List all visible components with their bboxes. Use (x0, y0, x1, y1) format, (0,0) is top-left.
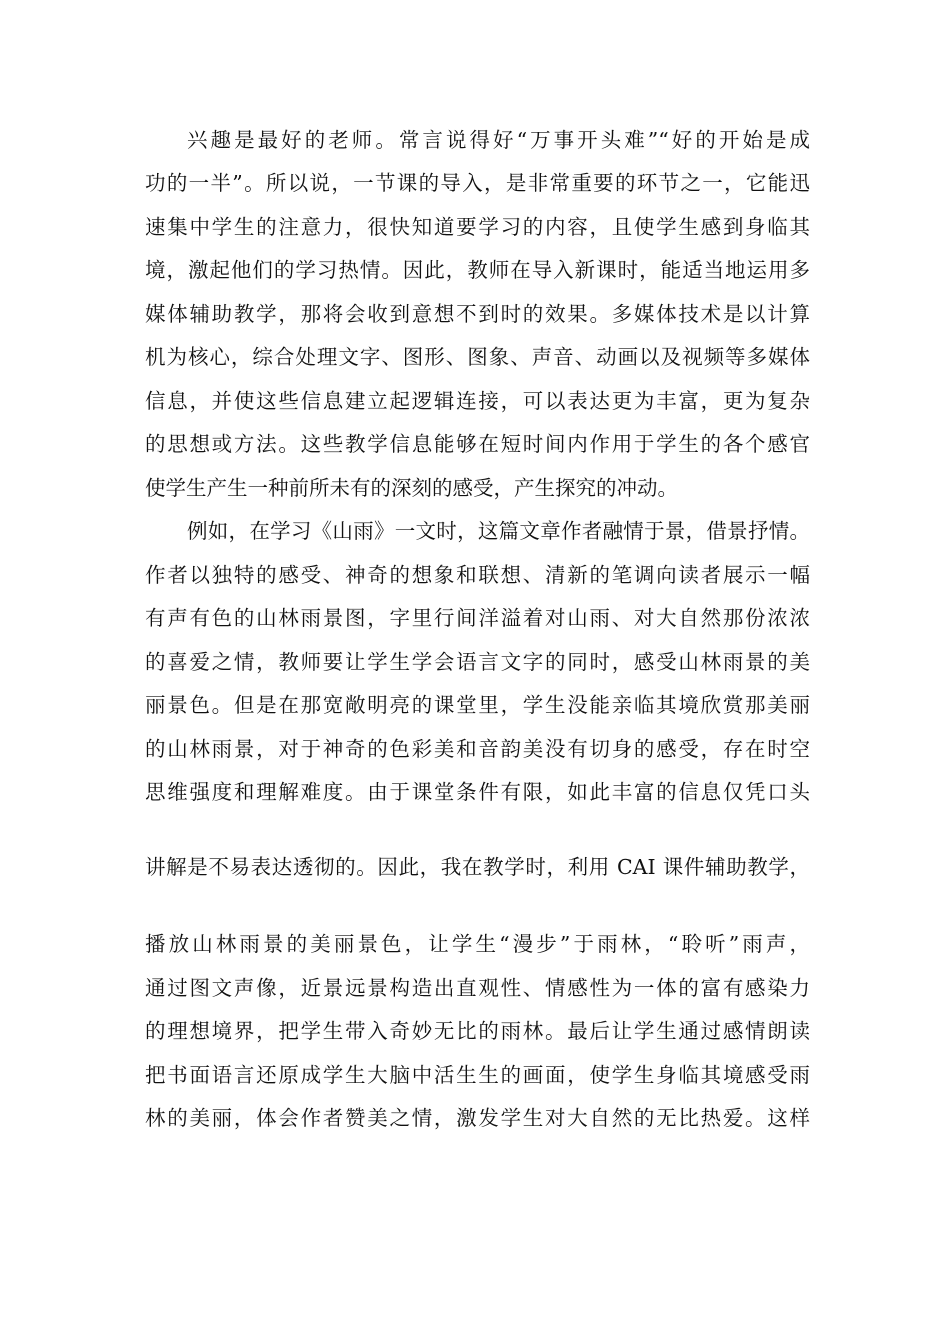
paragraph-line: 境，激起他们的学习热情。因此，教师在导入新课时，能适当地运用多 (145, 258, 810, 282)
paragraph-line: 功的一半”。所以说，一节课的导入，是非常重要的环节之一，它能迅 (145, 171, 810, 195)
paragraph-line: 把书面语言还原成学生大脑中活生生的画面，使学生身临其境感受雨 (145, 1063, 810, 1087)
paragraph-line: 信息，并使这些信息建立起逻辑连接，可以表达更为丰富，更为复杂 (145, 389, 810, 413)
paragraph-line: 的思想或方法。这些教学信息能够在短时间内作用于学生的各个感官 (145, 432, 810, 456)
paragraph-line: 讲解是不易表达透彻的。因此，我在教学时，利用 CAI 课件辅助教学， (145, 855, 810, 879)
paragraph-line: 机为核心，综合处理文字、图形、图象、声音、动画以及视频等多媒体 (145, 345, 810, 369)
paragraph-line: 的理想境界，把学生带入奇妙无比的雨林。最后让学生通过感情朗读 (145, 1019, 810, 1043)
paragraph-line: 使学生产生一种前所未有的深刻的感受，产生探究的冲动。 (145, 476, 678, 500)
paragraph-line: 的山林雨景，对于神奇的色彩美和音韵美没有切身的感受，存在时空 (145, 737, 810, 761)
paragraph-line: 丽景色。但是在那宽敞明亮的课堂里，学生没能亲临其境欣赏那美丽 (145, 693, 810, 717)
paragraph-line: 通过图文声像，近景远景构造出直观性、情感性为一体的富有感染力 (145, 976, 810, 1000)
paragraph-line: 媒体辅助教学，那将会收到意想不到时的效果。多媒体技术是以计算 (145, 302, 810, 326)
paragraph-line: 播放山林雨景的美丽景色，让学生“漫步”于雨林，“聆听”雨声， (145, 932, 810, 956)
paragraph-line: 思维强度和理解难度。由于课堂条件有限，如此丰富的信息仅凭口头 (145, 780, 810, 804)
paragraph-line: 例如，在学习《山雨》一文时，这篇文章作者融情于景，借景抒情。 (187, 519, 810, 543)
paragraph-line: 兴趣是最好的老师。常言说得好“万事开头难”“好的开始是成 (187, 128, 810, 152)
paragraph-line: 作者以独特的感受、神奇的想象和联想、清新的笔调向读者展示一幅 (145, 563, 810, 587)
paragraph-line: 有声有色的山林雨景图，字里行间洋溢着对山雨、对大自然那份浓浓 (145, 606, 810, 630)
paragraph-line: 林的美丽，体会作者赞美之情，激发学生对大自然的无比热爱。这样 (145, 1106, 810, 1130)
paragraph-line: 速集中学生的注意力，很快知道要学习的内容，且使学生感到身临其 (145, 215, 810, 239)
paragraph-line: 的喜爱之情，教师要让学生学会语言文字的同时，感受山林雨景的美 (145, 650, 810, 674)
